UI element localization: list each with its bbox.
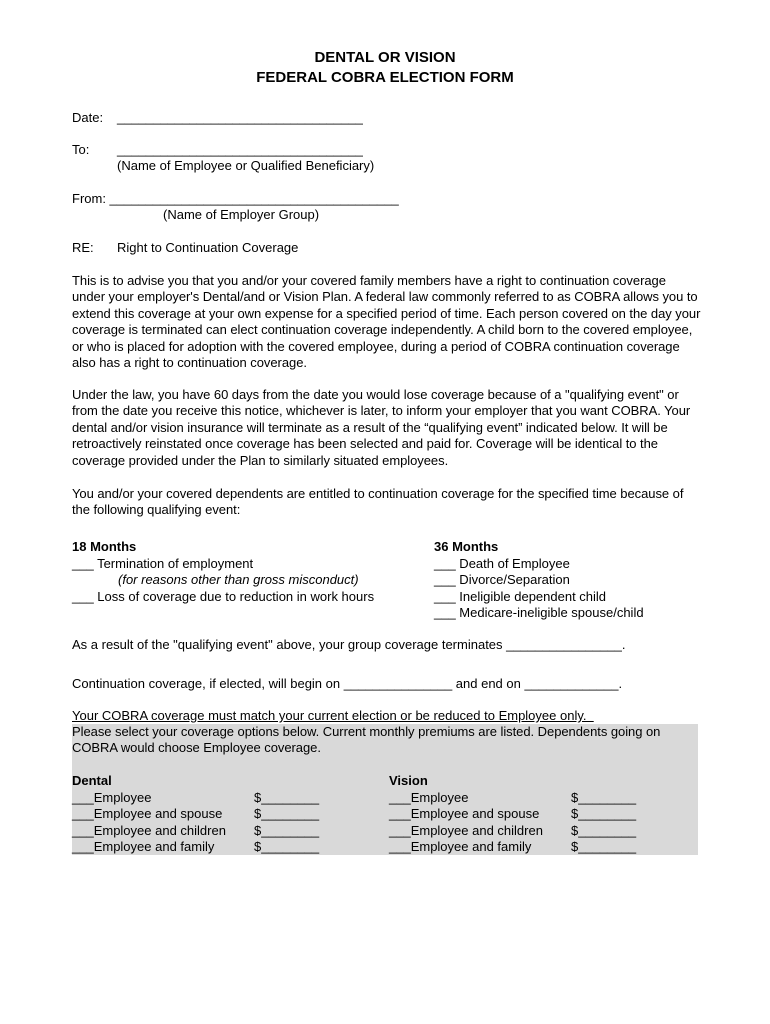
re-text: Right to Continuation Coverage — [117, 240, 299, 255]
heading-36-months: 36 Months — [434, 539, 499, 554]
re-label: RE: — [72, 240, 94, 255]
dental-heading: Dental — [72, 773, 112, 788]
paragraph-rights: This is to advise you that you and/or your covered family members have a right to continuation coverage under your employer's Dental/and or Vision Plan. A federal law commonly referred to as COBRA allows you to extend this coverage at your own expense for a specified period of time. Each person covered on the day your coverage is terminated can elect continuation coverage independently. A child born to the covered employee, or who is placed for adoption with the covered employee, during a period of COBRA continuation coverage also has a right to continuation coverage. — [72, 273, 701, 371]
vision-price-employee[interactable]: $________ — [571, 790, 637, 805]
vision-price-spouse[interactable]: $________ — [571, 806, 637, 821]
continuation-line[interactable]: Continuation coverage, if elected, will begin on _______________ and end on _____________. — [72, 676, 623, 691]
dental-option-spouse[interactable]: ___Employee and spouse — [72, 806, 223, 821]
vision-option-employee[interactable]: ___Employee — [389, 790, 469, 805]
dental-price-spouse[interactable]: $________ — [254, 806, 320, 821]
date-field[interactable]: __________________________________ — [117, 110, 363, 125]
event-death[interactable]: ___ Death of Employee — [434, 556, 570, 571]
to-field[interactable]: __________________________________ — [117, 142, 363, 157]
form-title-line1: DENTAL OR VISION — [314, 49, 456, 66]
dental-price-employee[interactable]: $________ — [254, 790, 320, 805]
match-election-note: Your COBRA coverage must match your current election or be reduced to Employee only. — [72, 708, 594, 723]
paragraph-law: Under the law, you have 60 days from the date you would lose coverage because of a "qualifying event" or from the date you receive this notice, whichever is later, to inform your employer that you want COBRA. Your dental and/or vision insurance will terminate as a result of the “qualifying event” indicated below. It will be retroactively reinstated once coverage has been selected and paid for. Coverage will be identical to the coverage provided under the Plan to similarly situated employees. — [72, 387, 691, 468]
dental-option-children[interactable]: ___Employee and children — [72, 823, 226, 838]
form-title-line2: FEDERAL COBRA ELECTION FORM — [256, 69, 514, 86]
from-note: (Name of Employer Group) — [163, 207, 320, 222]
to-label: To: — [72, 142, 90, 157]
vision-heading: Vision — [389, 773, 428, 788]
heading-18-months: 18 Months — [72, 539, 137, 554]
terminates-line[interactable]: As a result of the "qualifying event" above, your group coverage terminates ________________. — [72, 637, 626, 652]
dental-option-employee[interactable]: ___Employee — [72, 790, 152, 805]
vision-price-children[interactable]: $________ — [571, 823, 637, 838]
event-termination[interactable]: ___ Termination of employment — [72, 556, 254, 571]
vision-option-children[interactable]: ___Employee and children — [389, 823, 543, 838]
date-label: Date: — [72, 110, 104, 125]
dental-price-children[interactable]: $________ — [254, 823, 320, 838]
event-reduction-hours[interactable]: ___ Loss of coverage due to reduction in work hours — [72, 589, 375, 604]
vision-option-spouse[interactable]: ___Employee and spouse — [389, 806, 540, 821]
event-medicare-ineligible[interactable]: ___ Medicare-ineligible spouse/child — [434, 605, 644, 620]
vision-price-family[interactable]: $________ — [571, 839, 637, 854]
event-ineligible-child[interactable]: ___ Ineligible dependent child — [434, 589, 607, 604]
event-divorce[interactable]: ___ Divorce/Separation — [434, 572, 570, 587]
from-field[interactable]: From: ________________________________________ — [72, 191, 399, 206]
dental-price-family[interactable]: $________ — [254, 839, 320, 854]
select-options-text: Please select your coverage options below. Current monthly premiums are listed. Dependents going on COBRA would choose Employee coverage. — [72, 724, 661, 756]
paragraph-entitled: You and/or your covered dependents are entitled to continuation coverage for the specified time because of the following qualifying event: — [72, 486, 684, 518]
dental-option-family[interactable]: ___Employee and family — [72, 839, 215, 854]
vision-option-family[interactable]: ___Employee and family — [389, 839, 532, 854]
to-note: (Name of Employee or Qualified Beneficiary) — [117, 158, 375, 173]
event-termination-note: (for reasons other than gross misconduct) — [118, 572, 359, 587]
